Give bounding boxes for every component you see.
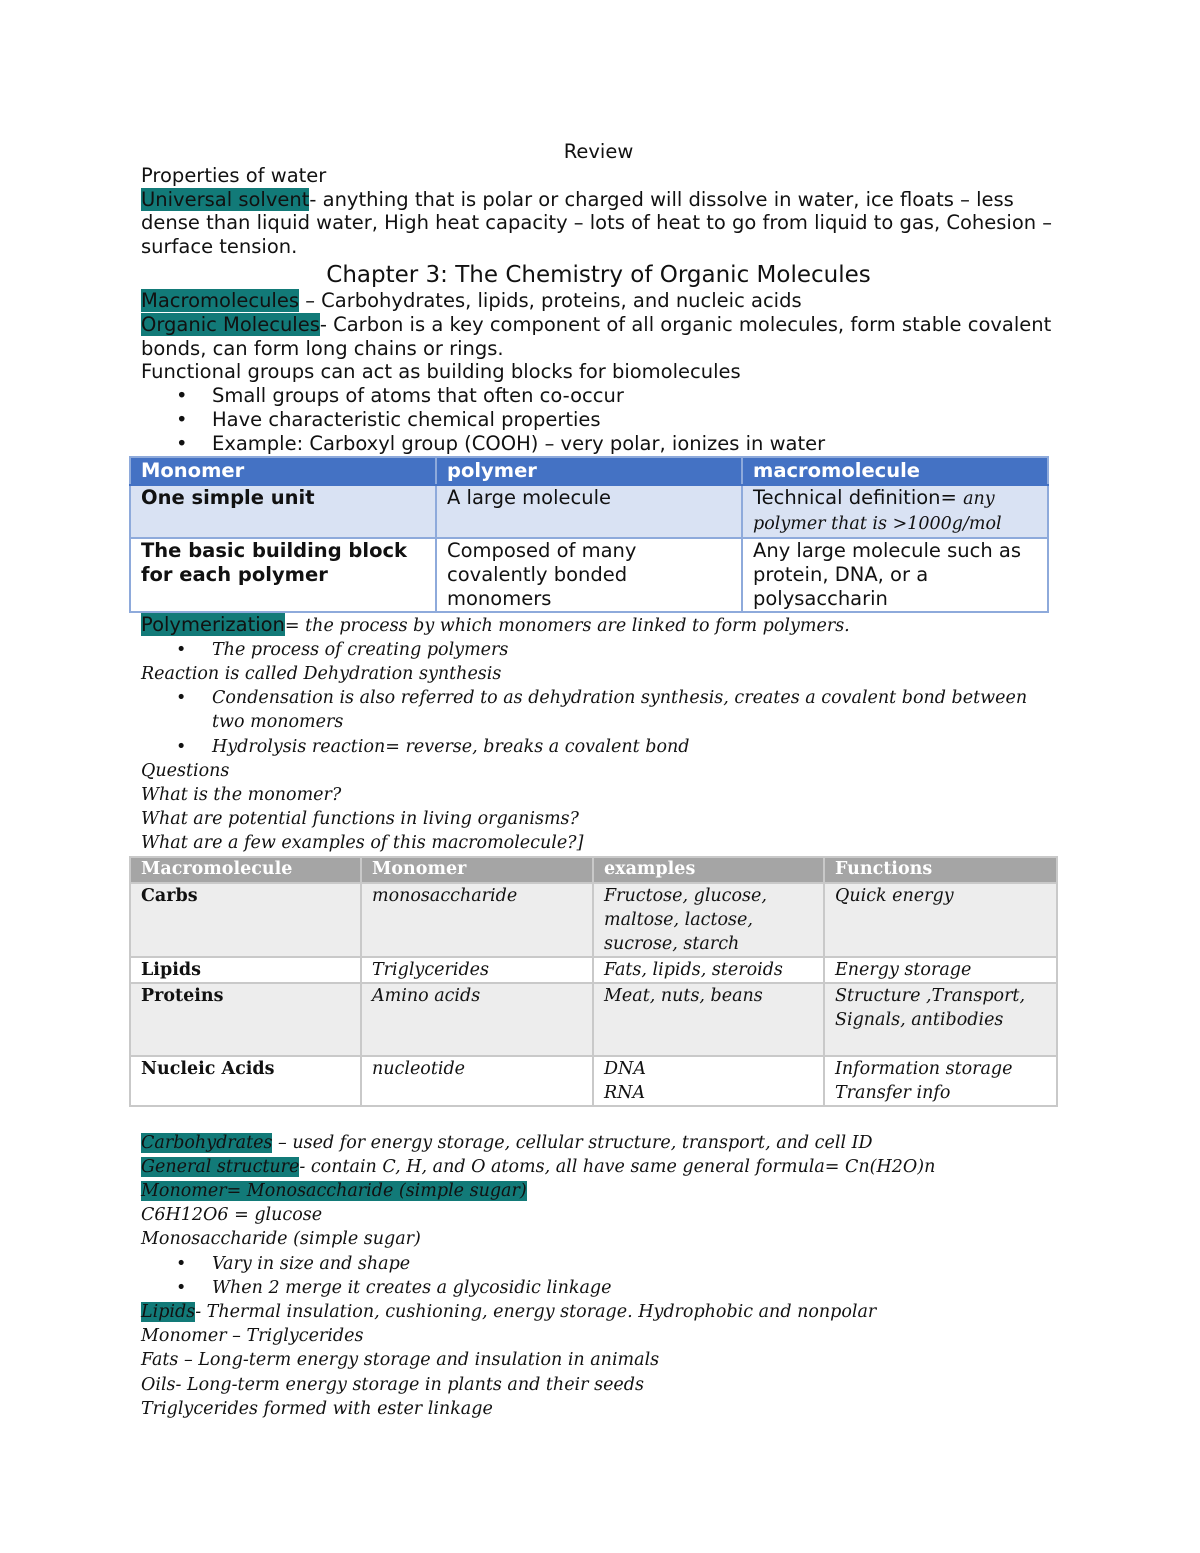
table-cell: Carbs xyxy=(130,883,361,957)
question-line: What are a few examples of this macromolecule?] xyxy=(141,833,584,854)
table-header-cell: Monomer xyxy=(361,857,593,883)
general-structure-text: - contain C, H, and O atoms, all have same general formula= Cn(H2O)n xyxy=(299,1156,936,1177)
chapter-title: Chapter 3: The Chemistry of Organic Molecules xyxy=(326,261,871,288)
monomer-line xyxy=(141,1179,1056,1203)
cell-text: Technical definition= xyxy=(753,485,964,509)
table-header-cell: Macromolecule xyxy=(130,857,361,883)
polymerization-list xyxy=(141,638,1056,662)
cell-line: Transfer info xyxy=(835,1082,951,1103)
table-row xyxy=(130,957,1057,983)
list-item: • Hydrolysis reaction= reverse, breaks a covalent bond xyxy=(212,735,1056,759)
glucose-line: C6H12O6 = glucose xyxy=(141,1205,323,1226)
lipids-line: Monomer – Triglycerides xyxy=(141,1326,364,1347)
lipids-paragraph xyxy=(141,1300,1056,1324)
table-row xyxy=(130,485,1048,539)
table-cell: One simple unit xyxy=(130,485,436,539)
cell-line: DNA xyxy=(604,1058,646,1079)
table-cell: A large molecule xyxy=(436,485,742,539)
table-cell: The basic building block for each polymer xyxy=(130,538,436,611)
water-paragraph xyxy=(141,188,1056,259)
list-item: • When 2 merge it creates a glycosidic linkage xyxy=(212,1276,1056,1300)
doc-title: Review xyxy=(563,140,634,163)
highlight-lipids: Lipids xyxy=(141,1302,196,1322)
table-cell: Meat, nuts, beans xyxy=(593,983,824,1056)
table-header-cell: examples xyxy=(593,857,824,883)
table-cell: Structure ,Transport, Signals, antibodies xyxy=(824,983,1057,1056)
organic-text: - Carbon is a key component of all organic molecules, form stable covalent bonds, can form long chains or rings. xyxy=(141,312,1052,360)
lipids-line: Fats – Long-term energy storage and insulation in animals xyxy=(141,1350,660,1371)
highlight-general-structure: General structure xyxy=(141,1156,300,1177)
table-row xyxy=(130,883,1057,957)
polymerization-paragraph xyxy=(141,613,1056,638)
question-line: What is the monomer? xyxy=(141,784,342,805)
table-header-cell: Functions xyxy=(824,857,1057,883)
water-text: - anything that is polar or charged will dissolve in water, ice floats – less dense than liquid water, High heat capacity – lots of heat to go from liquid to gas, Cohesion – surface tension. xyxy=(141,187,1053,259)
table-header-row xyxy=(130,457,1048,485)
table-cell: nucleotide xyxy=(361,1056,593,1106)
lipids-line: Oils- Long-term energy storage in plants and their seeds xyxy=(141,1374,644,1395)
table-header-cell: polymer xyxy=(436,457,742,485)
list-item: • Example: Carboxyl group (COOH) – very polar, ionizes in water xyxy=(212,432,1056,456)
lipids-text: - Thermal insulation, cushioning, energy storage. Hydrophobic and nonpolar xyxy=(195,1302,877,1322)
table-cell: Any large molecule such as protein, DNA, or a polysaccharin xyxy=(742,538,1048,611)
document-body xyxy=(141,140,1056,1421)
question-line: What are potential functions in living organisms? xyxy=(141,809,579,830)
lipids-line: Triglycerides formed with ester linkage xyxy=(141,1398,493,1419)
table-cell: Triglycerides xyxy=(361,957,593,983)
general-structure-paragraph xyxy=(141,1155,1056,1179)
cell-line: Information storage xyxy=(835,1058,1013,1079)
organic-paragraph xyxy=(141,313,1056,361)
table-cell: Fructose, glucose, maltose, lactose, sucrose, starch xyxy=(593,883,824,957)
reaction-list xyxy=(141,686,1056,759)
monosaccharide-line: Monosaccharide (simple sugar) xyxy=(141,1229,421,1250)
table-cell: Amino acids xyxy=(361,983,593,1056)
polymerization-text: = the process by which monomers are linked to form polymers. xyxy=(284,615,850,636)
carbs-paragraph xyxy=(141,1131,1056,1155)
highlight-macromolecules: Macromolecules xyxy=(141,288,300,312)
macromolecule-table xyxy=(129,856,1058,1107)
table-cell: monosaccharide xyxy=(361,883,593,957)
table-cell: Lipids xyxy=(130,957,361,983)
list-item: • The process of creating polymers xyxy=(212,638,1056,662)
highlight-organic-molecules: Organic Molecules xyxy=(141,312,320,336)
monosaccharide-list xyxy=(141,1252,1056,1300)
table-cell: Fats, lipids, steroids xyxy=(593,957,824,983)
table-row xyxy=(130,538,1048,611)
table-row xyxy=(130,983,1057,1056)
table-cell xyxy=(824,1056,1057,1106)
table-header-row xyxy=(130,857,1057,883)
cell-italic-text: any polymer that is >1000g/mol xyxy=(753,488,1002,535)
functional-groups-list xyxy=(141,384,1056,455)
table-cell: Quick energy xyxy=(824,883,1057,957)
macro-text: – Carbohydrates, lipids, proteins, and nucleic acids xyxy=(299,288,802,312)
cell-line: RNA xyxy=(604,1082,646,1103)
highlight-carbohydrates: Carbohydrates xyxy=(141,1132,273,1153)
highlight-polymerization: Polymerization xyxy=(141,612,285,636)
highlight-universal-solvent: Universal solvent xyxy=(141,187,310,211)
list-item: • Condensation is also referred to as dehydration synthesis, creates a covalent bond between two monomers xyxy=(212,686,1056,734)
list-item: • Have characteristic chemical properties xyxy=(212,408,1056,432)
carbs-text: – used for energy storage, cellular structure, transport, and cell ID xyxy=(272,1132,873,1153)
list-item: • Vary in size and shape xyxy=(212,1252,1056,1276)
polymerization-section xyxy=(141,613,1056,856)
reaction-line: Reaction is called Dehydration synthesis xyxy=(141,663,502,684)
water-heading: Properties of water xyxy=(141,163,327,187)
functional-groups-intro: Functional groups can act as building blocks for biomolecules xyxy=(141,360,741,384)
table-cell xyxy=(593,1056,824,1106)
table-header-cell: Monomer xyxy=(130,457,436,485)
table-cell: Energy storage xyxy=(824,957,1057,983)
carbs-lipids-section xyxy=(141,1131,1056,1421)
table-cell: Nucleic Acids xyxy=(130,1056,361,1106)
table-cell: Proteins xyxy=(130,983,361,1056)
table-cell xyxy=(742,485,1048,539)
table-header-cell: macromolecule xyxy=(742,457,1048,485)
macro-paragraph xyxy=(141,289,1056,313)
list-item: • Small groups of atoms that often co-occur xyxy=(212,384,1056,408)
table-cell: Composed of many covalently bonded monomers xyxy=(436,538,742,611)
questions-heading: Questions xyxy=(141,760,230,781)
table-row xyxy=(130,1056,1057,1106)
highlight-monomer: Monomer= Monosaccharide (simple sugar) xyxy=(141,1180,527,1201)
monomer-polymer-table xyxy=(129,456,1049,613)
